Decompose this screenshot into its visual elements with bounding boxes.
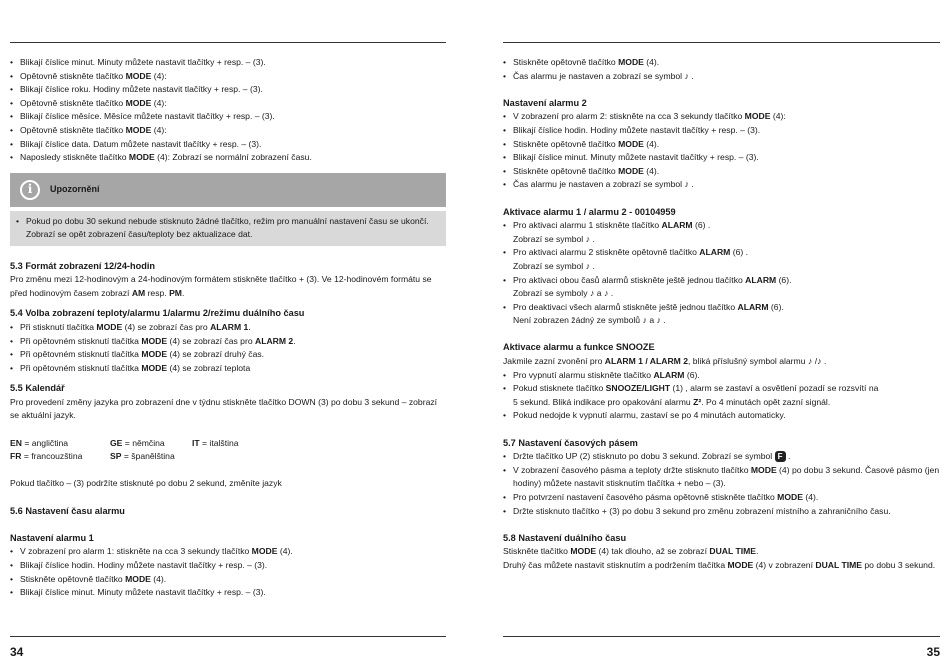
left-content (10, 56, 446, 600)
alarm-bell-icon: ♪ (585, 260, 591, 271)
paragraph: Druhý čas můžete nastavit stisknutím a podržením tlačítka MODE (4) v zobrazení DUAL TIME po dobu 3 sekund. (503, 559, 936, 570)
intro-list (503, 56, 940, 83)
alarm-bell-icon: ♪ (817, 356, 822, 367)
alarm-bell-icon: ♪ (684, 179, 689, 190)
subheading-alarm-1: Nastavení alarmu 1 (10, 532, 94, 543)
list-item: • Stiskněte opětovně tlačítko MODE (4). (10, 573, 446, 587)
activation-list (503, 219, 940, 233)
alarm-bell-icon: ♪ (684, 70, 689, 81)
list-item: • Pro deaktivaci všech alarmů stiskněte ještě jednou tlačítko ALARM (6). (503, 301, 940, 315)
bottom-rule (10, 636, 446, 637)
section-heading-5-3: 5.3 Formát zobrazení 12/24-hodin (10, 260, 155, 271)
left-page (10, 0, 446, 670)
top-rule (503, 42, 940, 43)
s57-list (503, 450, 940, 518)
section-heading-5-5: 5.5 Kalendář (10, 383, 65, 394)
snooze-list (503, 369, 940, 423)
list-item: • Blikají číslice minut. Minuty můžete nastavit tlačítky + resp. – (3). (503, 151, 940, 165)
list-item: • Stiskněte opětovně tlačítko MODE (4). (503, 56, 940, 70)
paragraph: Jakmile zazní zvonění pro ALARM 1 / ALARM 2, bliká příslušný symbol alarmu ♪ /♪ . (503, 355, 940, 369)
f-symbol-icon: F (775, 451, 786, 462)
list-item: • Pro aktivaci alarmu 2 stiskněte opětovně tlačítko ALARM (6) . (503, 246, 940, 260)
list-item: • Blikají číslice roku. Hodiny můžete nastavit tlačítky + resp. – (3). (10, 83, 446, 97)
paragraph: Pro provedení změny jazyka pro zobrazení dne v týdnu stiskněte tlačítko DOWN (3) po dobu 3 sekund – zobrazí se aktuální jazyk. (10, 396, 438, 421)
notice-title: Upozornění (50, 183, 100, 194)
alarm2-list (503, 110, 940, 192)
page-number: 35 (926, 645, 940, 659)
paragraph: Zobrazí se symboly ♪ a ♪ . (503, 287, 940, 301)
list-item: • Opětovně stiskněte tlačítko MODE (4): (10, 97, 446, 111)
list-item: • Držte tlačítko UP (2) stisknuto po dobu 3 sekund. Zobrazí se symbol F . (503, 450, 940, 464)
section-heading-5-8: 5.8 Nastavení duálního času (503, 532, 627, 543)
list-item: • Blikají číslice data. Datum můžete nastavit tlačítky + resp. – (3). (10, 138, 446, 152)
alarm1-list (10, 545, 446, 599)
paragraph: Zobrazí se symbol ♪ . (503, 233, 940, 247)
alarm-bell-icon: ♪ (656, 315, 662, 326)
alarm-bell-icon: ♪ (807, 356, 813, 367)
alarm-bell-icon: ♪ (642, 315, 647, 326)
right-page (503, 0, 940, 670)
list-item: • Při opětovném stisknutí tlačítka MODE (4) se zobrazí teplota (10, 362, 446, 376)
alarm-bell-icon: ♪ (589, 288, 595, 299)
list-item: • Stiskněte opětovně tlačítko MODE (4). (503, 138, 940, 152)
list-item: • Čas alarmu je nastaven a zobrazí se symbol ♪ . (503, 70, 940, 84)
list-item: • Opětovně stiskněte tlačítko MODE (4): (10, 124, 446, 138)
language-en: EN = angličtina (10, 437, 69, 448)
subheading-alarm-2: Nastavení alarmu 2 (503, 97, 587, 108)
section-heading-5-7: 5.7 Nastavení časových pásem (503, 437, 638, 448)
list-item: • Blikají číslice hodin. Hodiny můžete nastavit tlačítky + resp. – (3). (503, 124, 940, 138)
language-table (10, 437, 446, 464)
info-icon: i (20, 180, 40, 200)
paragraph: Zobrazí se symbol ♪ . (503, 260, 940, 274)
list-item: • Blikají číslice hodin. Hodiny můžete nastavit tlačítky + resp. – (3). (10, 559, 446, 573)
list-item: • Pro potvrzení nastavení časového pásma opětovně stiskněte tlačítko MODE (4). (503, 491, 940, 505)
page-number: 34 (10, 645, 24, 659)
list-item: • Čas alarmu je nastaven a zobrazí se symbol ♪ . (503, 178, 940, 192)
language-sp: SP = španělština (110, 451, 175, 462)
notice-body (10, 211, 446, 246)
list-item: • Naposledy stiskněte tlačítko MODE (4): Zobrazí se normální zobrazení času. (10, 151, 446, 165)
list-item: • V zobrazení pro alarm 2: stiskněte na cca 3 sekundy tlačítko MODE (4): (503, 110, 940, 124)
list-item: • Při stisknutí tlačítka MODE (4) se zobrazí čas pro ALARM 1. (10, 321, 446, 335)
list-item: • Opětovně stiskněte tlačítko MODE (4): (10, 70, 446, 84)
alarm-bell-icon: ♪ (585, 233, 591, 244)
language-it: IT = italština (192, 437, 239, 448)
language-fr: FR = francouzština (10, 451, 83, 462)
subheading-activation: Aktivace alarmu 1 / alarmu 2 - 00104959 (503, 206, 676, 217)
alarm-bell-icon: ♪ (603, 288, 609, 299)
paragraph: Stiskněte tlačítko MODE (4) tak dlouho, až se zobrazí DUAL TIME. (503, 546, 759, 557)
subheading-snooze: Aktivace alarmu a funkce SNOOZE (503, 342, 655, 353)
list-item: • Pokud nedojde k vypnutí alarmu, zastaví se po 4 minutách automaticky. (503, 409, 940, 423)
language-ge: GE = němčina (110, 437, 165, 448)
list-item: • Pro aktivaci alarmu 1 stiskněte tlačítko ALARM (6) . (503, 219, 940, 233)
notice-text: • Pokud po dobu 30 sekund nebude stisknuto žádné tlačítko, režim pro manuální nastavení času se ukončí. Zobrazí se opět zobrazení času/teploty bez aktualizace dat. (16, 215, 438, 242)
right-content (503, 56, 940, 573)
section-heading-5-6: 5.6 Nastavení času alarmu (10, 505, 125, 516)
s54-list (10, 321, 446, 375)
list-item: • Při opětovném stisknutí tlačítka MODE (4) se zobrazí čas pro ALARM 2. (10, 335, 446, 349)
notice-header (10, 173, 446, 207)
list-item: • Blikají číslice minut. Minuty můžete nastavit tlačítky + resp. – (3). (10, 586, 446, 600)
list-item: • Blikají číslice minut. Minuty můžete nastavit tlačítky + resp. – (3). (10, 56, 446, 70)
intro-list (10, 56, 446, 165)
bottom-rule (503, 636, 940, 637)
paragraph: Pro změnu mezi 12-hodinovým a 24-hodinovým formátem stiskněte tlačítko + (3). Ve 12-hodinovém formátu se před hodinovým časem zobrazí AM resp. PM. (10, 274, 432, 298)
list-item: • V zobrazení časového pásma a teploty držte stisknuto tlačítko MODE (4) po dobu 3 sekund. Časové pásmo (jen hodiny) můžete nastavit stisknutím tlačítka + nebo – (3). (503, 464, 940, 491)
top-rule (10, 42, 446, 43)
list-item: • Pro aktivaci obou časů alarmů stiskněte ještě jednou tlačítko ALARM (6). (503, 274, 940, 288)
list-item: • Pokud stisknete tlačítko SNOOZE/LIGHT (1) , alarm se zastaví a osvětlení pozadí se rozsvítí na 5 sekund. Bliká indikace pro opakování alarmu Z². Po 4 minutách opět zazní signál. (503, 382, 940, 409)
list-item: • Blikají číslice měsíce. Měsíce můžete nastavit tlačítky + resp. – (3). (10, 110, 446, 124)
list-item: • V zobrazení pro alarm 1: stiskněte na cca 3 sekundy tlačítko MODE (4). (10, 545, 446, 559)
list-item: • Pro vypnutí alarmu stiskněte tlačítko ALARM (6). (503, 369, 940, 383)
section-heading-5-4: 5.4 Volba zobrazení teploty/alarmu 1/alarmu 2/režimu duálního času (10, 308, 305, 319)
list-item: • Při opětovném stisknutí tlačítka MODE (4) se zobrazí druhý čas. (10, 348, 446, 362)
paragraph: Není zobrazen žádný ze symbolů ♪ a ♪ . (503, 314, 940, 328)
paragraph: Pokud tlačítko – (3) podržíte stisknuté po dobu 2 sekund, změníte jazyk (10, 478, 282, 489)
list-item: • Držte stisknuto tlačítko + (3) po dobu 3 sekund pro změnu zobrazení místního a zahraničního času. (503, 505, 940, 519)
list-item: • Stiskněte opětovně tlačítko MODE (4). (503, 165, 940, 179)
